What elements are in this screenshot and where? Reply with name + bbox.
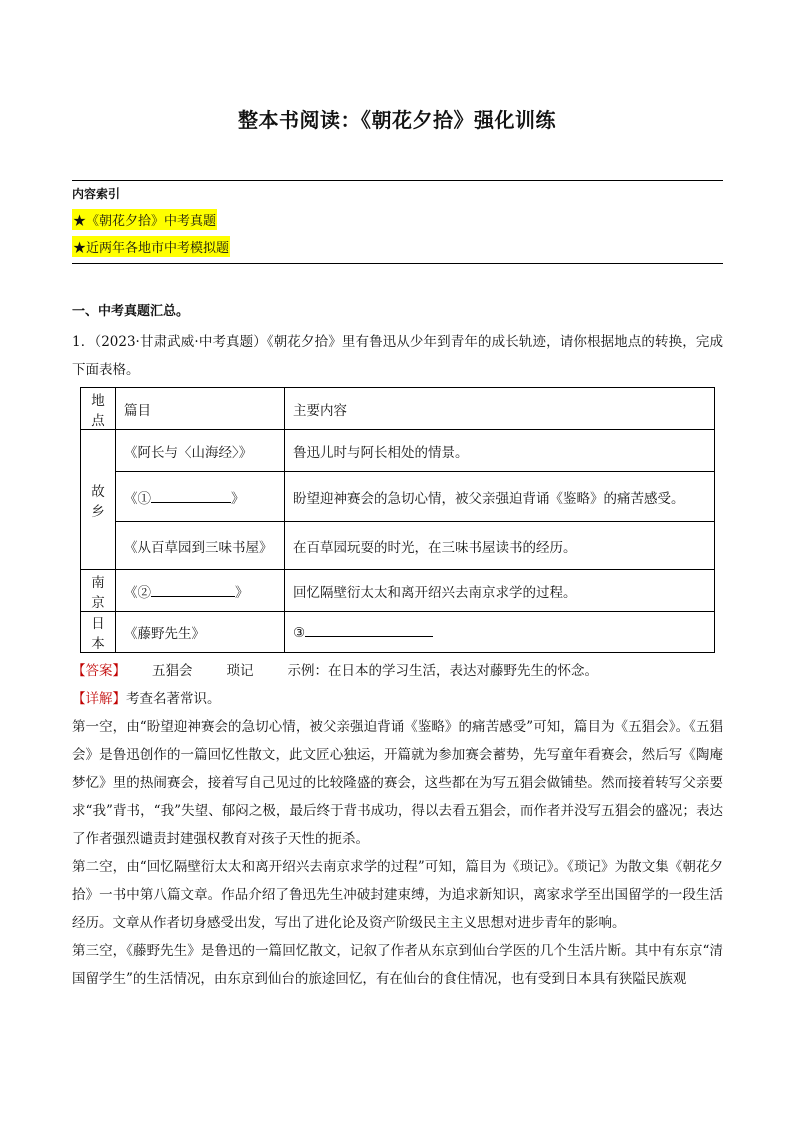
blank-3[interactable]	[305, 624, 433, 637]
section-heading: 一、中考真题汇总。	[72, 304, 190, 319]
title-suffix: 》	[231, 490, 245, 507]
row-title: 《藤野先生》	[116, 612, 285, 653]
table-header-row	[81, 388, 715, 430]
table-row	[81, 430, 715, 472]
header-place: 地点	[81, 388, 116, 430]
row-content: 在百草园玩耍的时光，在三味书屋读书的经历。	[285, 522, 715, 570]
row-content: 盼望迎神赛会的急切心情，被父亲强迫背诵《鉴略》的痛苦感受。	[285, 472, 715, 522]
content-prefix: ③	[293, 624, 306, 641]
row-content: 鲁迅儿时与阿长相处的情景。	[285, 430, 715, 472]
blank-1[interactable]	[151, 490, 231, 503]
answer-2: 琐记	[226, 663, 254, 679]
title-suffix: 》	[235, 584, 249, 601]
page-title: 整本书阅读：《朝花夕拾》强化训练	[238, 108, 556, 132]
answer-1: 五猖会	[152, 663, 193, 679]
answer-table	[80, 387, 715, 653]
row-content-blank-3	[285, 612, 715, 653]
row-title: 《从百草园到三味书屋》	[116, 522, 285, 570]
title-prefix: 《①	[124, 490, 151, 507]
place-nanjing: 南京	[81, 570, 116, 612]
question-text: 1．（2023·甘肃武威·中考真题）《朝花夕拾》里有鲁迅从少年到青年的成长轨迹，请你根据地点的转换，完成下面表格。	[72, 334, 723, 378]
row-content: 回忆隔壁衍太太和离开绍兴去南京求学的过程。	[285, 570, 715, 612]
index-item-mock[interactable]: ★近两年各地市中考模拟题	[72, 236, 230, 257]
title-prefix: 《②	[124, 584, 151, 601]
table-row	[81, 522, 715, 570]
blank-2[interactable]	[151, 584, 235, 597]
row-title-blank-2	[116, 570, 285, 612]
detail-tag: 【详解】	[72, 691, 126, 707]
detail-paragraph-1: 第一空，由“盼望迎神赛会的急切心情，被父亲强迫背诵《鉴略》的痛苦感受”可知，篇目为《五猖会》。《五猖会》是鲁迅创作的一篇回忆性散文，此文匠心独运，开篇就为参加赛会蓄势，先写童年看赛会，然后写《陶庵梦忆》里的热闹赛会，接着写自己见过的比较隆盛的赛会，这些都在为写五猖会做铺垫。然而接着转写父亲要求“我”背书，“我”失望、郁闷之极，最后终于背书成功，得以去看五猖会，而作者并没写五猖会的盛况；表达了作者强烈谴责封建强权教育对孩子天性的扼杀。	[72, 719, 723, 847]
index-heading: 内容索引	[72, 187, 121, 201]
header-content: 主要内容	[285, 388, 715, 430]
table-row	[81, 570, 715, 612]
content-index	[72, 180, 723, 264]
answer-section	[72, 657, 723, 993]
place-japan: 日本	[81, 612, 116, 653]
place-hometown: 故乡	[81, 430, 116, 570]
row-title: 《阿长与〈山海经〉》	[116, 430, 285, 472]
index-item-exam[interactable]: ★《朝花夕拾》中考真题	[72, 209, 217, 230]
row-title-blank-1	[116, 472, 285, 522]
table-row	[81, 472, 715, 522]
answer-line	[72, 657, 723, 685]
detail-paragraph-3: 第三空，《藤野先生》是鲁迅的一篇回忆散文，记叙了作者从东京到仙台学医的几个生活片断。其中有东京“清国留学生”的生活情况，由东京到仙台的旅途回忆，有在仙台的食住情况，也有受到日本具有狭隘民族观	[72, 943, 723, 987]
header-title: 篇目	[116, 388, 285, 430]
answer-3: 示例：在日本的学习生活，表达对藤野先生的怀念。	[287, 663, 598, 679]
detail-intro: 考查名著常识。	[126, 691, 221, 707]
table-row	[81, 612, 715, 653]
answer-tag: 【答案】	[72, 663, 126, 679]
detail-paragraph-2: 第二空，由“回忆隔壁衍太太和离开绍兴去南京求学的过程”可知，篇目为《琐记》。《琐记》为散文集《朝花夕拾》一书中第八篇文章。作品介绍了鲁迅先生冲破封建束缚，为追求新知识，离家求学至出国留学的一段生活经历。文章从作者切身感受出发，写出了进化论及资产阶级民主主义思想对进步青年的影响。	[72, 859, 723, 931]
detail-line	[72, 685, 723, 713]
